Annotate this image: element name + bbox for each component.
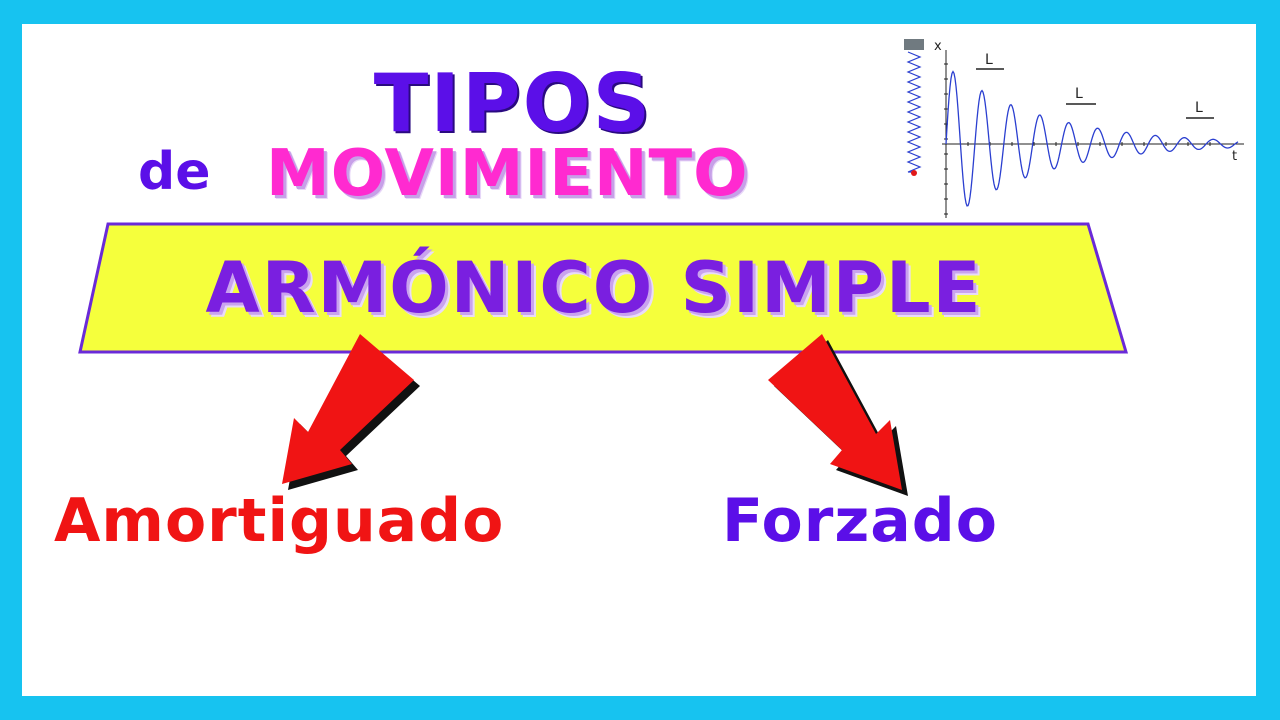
title-tipos: TIPOS — [373, 57, 653, 150]
spring-support-icon — [904, 39, 924, 50]
title-de: de — [138, 142, 211, 202]
x-axis-label: x — [934, 39, 942, 54]
label-amortiguado: Amortiguado — [54, 486, 505, 556]
mass-icon — [911, 170, 917, 176]
thumbnail-canvas — [22, 24, 1256, 696]
damped-oscillation-graph — [898, 34, 1248, 220]
period-label-2: L — [1075, 86, 1083, 102]
title-movimiento: MOVIMIENTO — [266, 137, 749, 211]
period-label-1: L — [985, 52, 993, 68]
label-forzado: Forzado — [722, 486, 998, 556]
damped-wave-line — [946, 72, 1238, 206]
period-label-3: L — [1195, 100, 1203, 116]
left-arrow-icon — [282, 334, 420, 490]
spring-icon — [908, 52, 920, 172]
right-arrow-icon — [768, 334, 908, 496]
banner-title: ARMÓNICO SIMPLE — [205, 247, 983, 329]
t-axis-label: t — [1232, 149, 1238, 164]
